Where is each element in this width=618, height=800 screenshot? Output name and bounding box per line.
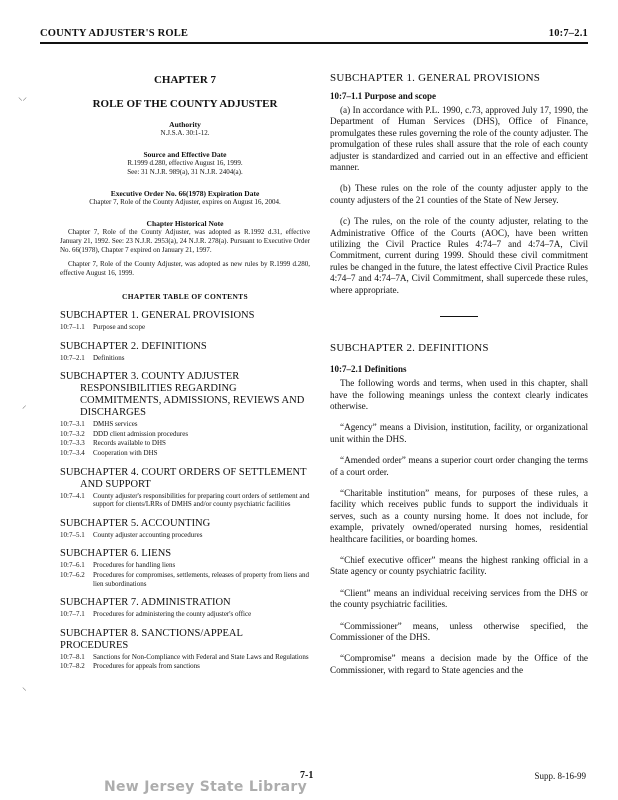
toc-item-title: Procedures for handling liens: [93, 561, 176, 570]
toc-item: [60, 354, 310, 363]
history-heading: Chapter Historical Note: [146, 219, 224, 228]
toc-subchapter: [60, 628, 310, 652]
authority-text: N.J.S.A. 30:1-12.: [160, 129, 210, 137]
toc-subchapter: [60, 518, 310, 530]
toc-item-number: 10:7–4.1: [60, 491, 85, 500]
definition-paragraph: “Charitable institution” means, for purposes of these rules, a facility which receives public funds to support the individuals it serves, such as a county nursing home. It does not include, for example, privately owned/operated nursing homes, residential healthcare facilities, or boarding homes.: [330, 487, 588, 544]
toc-subchapter: [60, 371, 310, 419]
toc-item-number: 10:7–6.2: [60, 570, 85, 579]
margin-mark: ⸝: [22, 400, 27, 410]
toc-item-title: Purpose and scope: [93, 323, 146, 331]
toc-subchapter-title: SUBCHAPTER 5. ACCOUNTING: [60, 517, 211, 529]
toc-item: [60, 561, 310, 570]
source-line-2: See: 31 N.J.R. 989(a), 31 N.J.R. 2404(a).: [127, 168, 243, 176]
exec-order-text: Chapter 7, Role of the County Adjuster, expires on August 16, 2004.: [89, 198, 281, 206]
toc-item: [60, 430, 310, 439]
history-note-2: Chapter 7, Role of the County Adjuster, was adopted as new rules by R.1999 d.280, effective August 16, 1999.: [60, 260, 310, 277]
definition-paragraph: “Client” means an individual receiving services from the DHS or the county psychiatric facilities.: [330, 587, 588, 610]
toc-item-number: 10:7–6.1: [60, 561, 85, 570]
toc-subchapter: [60, 548, 310, 560]
toc-item-title: Cooperation with DHS: [93, 448, 158, 457]
source-heading: Source and Effective Date: [143, 150, 227, 159]
section-1-1-c: (c) The rules, on the role of the county adjuster, relating to the Administrative Office of the Courts (AOC), have been written utilizing the Civil Practice Rules 4:74–7 and 4:74–7A, Civil Commitment, current during 1999. Should these civil commitment rules be changed in the future, the latest effective Civil Practice Rules 4:74–7 and 4:74–7A, Civil Commitment, shall supercede these rules, where appropriate.: [330, 216, 588, 295]
toc-subchapter: [60, 341, 310, 353]
toc-item: [60, 571, 310, 588]
toc-item-number: 10:7–8.2: [60, 662, 85, 671]
toc-item: [60, 323, 310, 332]
toc-subchapter: [60, 467, 310, 491]
supplement-date: Supp. 8-16-99: [534, 771, 586, 781]
running-header: [40, 26, 588, 44]
page-number: 7-1: [300, 770, 314, 781]
toc-item-title: County adjuster accounting procedures: [93, 530, 203, 539]
section-1-1-a: (a) In accordance with P.L. 1990, c.73, approved July 17, 1990, the Department of Human Services (DHS), Office of Finance, promulgates these rules governing the role of the county adjuster. The promulgation of these rules shall assure that the role of each county adjuster is standardized and carried out in an effective and efficient manner.: [330, 105, 588, 173]
section-divider: [440, 316, 478, 317]
toc-item-number: 10:7–5.1: [60, 530, 85, 539]
toc-item-number: 10:7–3.4: [60, 448, 85, 457]
toc-subchapter-title: SUBCHAPTER 6. LIENS: [60, 548, 172, 560]
subchapter-1-heading: SUBCHAPTER 1. GENERAL PROVISIONS: [330, 72, 541, 84]
header-section: 10:7–2.1: [548, 28, 588, 39]
toc-item-title: County adjuster's responsibilities for preparing court orders of settlement and support for clients/LRRs of DMHS and/or county psychiatric facilities: [93, 491, 310, 509]
definitions-list: [330, 378, 588, 676]
history-note: [60, 228, 310, 278]
table-of-contents: [60, 310, 310, 671]
history-note-1: Chapter 7, Role of the County Adjuster, was adopted as R.1992 d.31, effective January 21, 1992. See: 23 N.J.R. 2953(a), 24 N.J.R. 278(a). Pursuant to Executive Order No. 66(1978), Chapter 7 expired on January 21, 1997.: [60, 228, 310, 254]
toc-subchapter-title: SUBCHAPTER 2. DEFINITIONS: [60, 340, 207, 352]
definition-paragraph: “Amended order” means a superior court order changing the terms of a court order.: [330, 455, 588, 477]
toc-item: [60, 449, 310, 458]
toc-item-title: Definitions: [93, 353, 125, 362]
header-title: COUNTY ADJUSTER'S ROLE: [40, 28, 189, 39]
toc-item-title: DMHS services: [93, 420, 138, 429]
left-column: [60, 72, 310, 671]
chapter-number: CHAPTER 7: [153, 74, 217, 86]
toc-subchapter-title: SUBCHAPTER 7. ADMINISTRATION: [60, 597, 231, 609]
toc-item: [60, 492, 310, 509]
section-1-1-heading: 10:7–1.1 Purpose and scope: [330, 91, 437, 101]
toc-item-number: 10:7–7.1: [60, 610, 85, 619]
toc-subchapter: [60, 597, 310, 609]
toc-item-number: 10:7–3.2: [60, 429, 85, 438]
toc-item-title: Procedures for appeals from sanctions: [93, 662, 200, 671]
toc-item: [60, 531, 310, 540]
toc-subchapter-title: SUBCHAPTER 3. COUNTY ADJUSTER: [60, 371, 240, 383]
library-watermark: New Jersey State Library: [104, 779, 308, 795]
section-1-1-b: (b) These rules on the role of the county adjuster apply to the county adjusters of the 21 counties of the State of New Jersey.: [330, 183, 588, 205]
toc-item-title: Records available to DHS: [93, 439, 166, 448]
margin-mark: ⸜⸝: [18, 92, 28, 102]
definition-paragraph: The following words and terms, when used in this chapter, shall have the following meanings unless the context clearly indicates otherwise.: [330, 378, 588, 411]
toc-subchapter-title: SUBCHAPTER 4. COURT ORDERS OF SETTLEMENT: [60, 466, 307, 478]
toc-title: CHAPTER TABLE OF CONTENTS: [122, 292, 248, 301]
toc-item-number: 10:7–8.1: [60, 652, 85, 661]
toc-item: [60, 439, 310, 448]
subchapter-2-heading: SUBCHAPTER 2. DEFINITIONS: [330, 342, 489, 355]
chapter-title: ROLE OF THE COUNTY ADJUSTER: [92, 98, 278, 110]
toc-subchapter-title-cont: AND SUPPORT: [80, 478, 151, 490]
source-line-1: R.1999 d.280, effective August 16, 1999.: [127, 159, 243, 167]
toc-subchapter: [60, 310, 310, 322]
definition-paragraph: “Agency” means a Division, institution, facility, or organizational unit within the DHS.: [330, 422, 588, 444]
toc-item: [60, 662, 310, 671]
toc-subchapter-title: SUBCHAPTER 1. GENERAL PROVISIONS: [60, 310, 255, 321]
toc-item-title: DDD client admission procedures: [93, 429, 189, 438]
toc-item: [60, 610, 310, 619]
authority-heading: Authority: [169, 120, 201, 129]
toc-item-title: Sanctions for Non-Compliance with Federal and State Laws and Regulations: [93, 652, 309, 661]
section-2-1-heading: 10:7–2.1 Definitions: [330, 364, 407, 375]
toc-item-number: 10:7–1.1: [60, 323, 85, 331]
toc-subchapter-title-cont: RESPONSIBILITIES REGARDING COMMITMENTS, ADMISSIONS, REVIEWS AND DISCHARGES: [80, 383, 305, 419]
definition-paragraph: “Commissioner” means, unless otherwise specified, the Commissioner of the DHS.: [330, 620, 588, 642]
toc-item: [60, 420, 310, 429]
definition-paragraph: “Compromise” means a decision made by the Office of the Commissioner, with regard to State agencies and the: [330, 653, 588, 675]
toc-item-title: Procedures for administering the county adjuster's office: [93, 610, 252, 619]
toc-item-number: 10:7–2.1: [60, 353, 85, 362]
definition-paragraph: “Chief executive officer” means the highest ranking official in a State agency or county psychiatric facility.: [330, 554, 588, 577]
toc-item: [60, 653, 310, 662]
exec-order-heading: Executive Order No. 66(1978) Expiration Date: [110, 189, 260, 198]
toc-item-number: 10:7–3.1: [60, 420, 85, 429]
toc-item-title: Procedures for compromises, settlements, releases of property from liens and lien subordinations: [93, 570, 309, 588]
margin-mark: ⸜: [22, 682, 27, 692]
right-column: [330, 72, 588, 686]
toc-item-number: 10:7–3.3: [60, 439, 85, 448]
toc-subchapter-title: SUBCHAPTER 8. SANCTIONS/APPEAL PROCEDURES: [60, 627, 243, 651]
